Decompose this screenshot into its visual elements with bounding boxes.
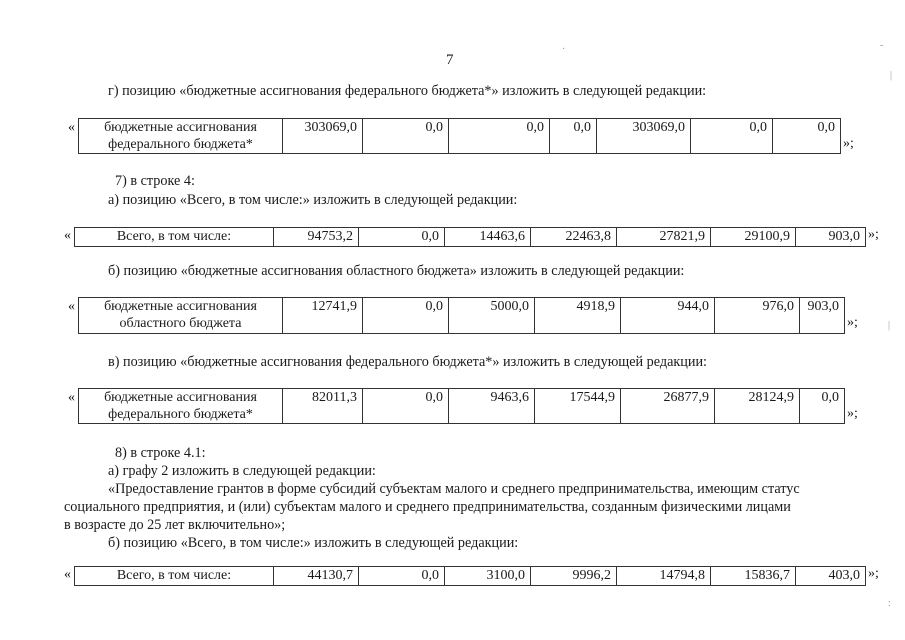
table-row — [75, 228, 866, 247]
sec7-v-row — [68, 388, 858, 424]
cell-value: 303069,0 — [283, 119, 363, 154]
sec7-a-table — [74, 227, 866, 247]
sec8-heading: 8) в строке 4.1: — [115, 445, 206, 461]
cell-value: 0,0 — [550, 119, 597, 154]
cell-value: 0,0 — [363, 298, 449, 334]
close-quote: »; — [847, 406, 858, 421]
open-quote: « — [64, 228, 71, 243]
sec7-b-table — [78, 297, 845, 334]
cell-value: 403,0 — [796, 567, 866, 586]
sec7-v-table — [78, 388, 845, 424]
sec8-a-text-line: «Предоставление грантов в форме субсидий субъектам малого и среднего предпринимательства, имеющим статус — [108, 481, 800, 497]
scan-mark: : — [888, 598, 891, 609]
sec7-a-row — [64, 227, 879, 247]
cell-value: 12741,9 — [283, 298, 363, 334]
sec8-a-text-line: в возрасте до 25 лет включительно»; — [64, 517, 286, 533]
row-label: бюджетные ассигнования федерального бюджета* — [79, 119, 283, 154]
row-label: Всего, в том числе: — [75, 567, 274, 586]
open-quote: « — [68, 299, 75, 314]
open-quote: « — [68, 390, 75, 405]
sec8-a-intro: а) графу 2 изложить в следующей редакции: — [108, 463, 376, 479]
cell-value: 27821,9 — [617, 228, 711, 247]
sec7-v-intro: в) позицию «бюджетные ассигнования федерального бюджета*» изложить в следующей редакции: — [108, 354, 708, 370]
sec8-a-text-line: социального предприятия, и (или) субъектам малого и среднего предпринимательства, созданным физическими лицами — [64, 499, 791, 515]
cell-value: 15836,7 — [711, 567, 796, 586]
sec-g-row — [68, 118, 854, 154]
cell-value: 0,0 — [363, 389, 449, 424]
cell-value: 0,0 — [449, 119, 550, 154]
sec7-b-row — [68, 297, 858, 334]
scan-mark: - — [880, 40, 884, 51]
scan-mark: · — [562, 44, 566, 55]
cell-value: 0,0 — [359, 567, 445, 586]
sec8-b-table — [74, 566, 866, 586]
cell-value: 26877,9 — [621, 389, 715, 424]
sec7-b-intro: б) позицию «бюджетные ассигнования областного бюджета» изложить в следующей редакции: — [108, 263, 685, 279]
open-quote: « — [64, 567, 71, 582]
cell-value: 976,0 — [715, 298, 800, 334]
scan-mark: | — [890, 70, 893, 81]
cell-value: 4918,9 — [535, 298, 621, 334]
cell-value: 17544,9 — [535, 389, 621, 424]
cell-value: 903,0 — [796, 228, 866, 247]
cell-value: 29100,9 — [711, 228, 796, 247]
close-quote: »; — [843, 136, 854, 151]
cell-value: 3100,0 — [445, 567, 531, 586]
cell-value: 9463,6 — [449, 389, 535, 424]
scan-mark: | — [888, 320, 891, 331]
cell-value: 903,0 — [800, 298, 845, 334]
cell-value: 22463,8 — [531, 228, 617, 247]
cell-value: 5000,0 — [449, 298, 535, 334]
cell-value: 14463,6 — [445, 228, 531, 247]
cell-value: 28124,9 — [715, 389, 800, 424]
cell-value: 0,0 — [363, 119, 449, 154]
cell-value: 0,0 — [773, 119, 841, 154]
cell-value: 94753,2 — [274, 228, 359, 247]
sec8-b-row — [64, 566, 879, 586]
close-quote: »; — [868, 566, 879, 581]
cell-value: 9996,2 — [531, 567, 617, 586]
row-label: бюджетные ассигнования федерального бюджета* — [79, 389, 283, 424]
cell-value: 0,0 — [691, 119, 773, 154]
sec-g-intro: г) позицию «бюджетные ассигнования федерального бюджета*» изложить в следующей редакции: — [108, 83, 707, 99]
sec8-b-intro: б) позицию «Всего, в том числе:» изложить в следующей редакции: — [108, 535, 519, 551]
row-label: Всего, в том числе: — [75, 228, 274, 247]
open-quote: « — [68, 120, 75, 135]
sec7-a-intro: а) позицию «Всего, в том числе:» изложить в следующей редакции: — [108, 192, 518, 208]
cell-value: 44130,7 — [274, 567, 359, 586]
close-quote: »; — [847, 315, 858, 330]
cell-value: 0,0 — [800, 389, 845, 424]
page-number: 7 — [446, 52, 454, 68]
sec7-heading: 7) в строке 4: — [115, 173, 195, 189]
table-row — [79, 119, 841, 154]
cell-value: 0,0 — [359, 228, 445, 247]
cell-value: 944,0 — [621, 298, 715, 334]
cell-value: 14794,8 — [617, 567, 711, 586]
close-quote: »; — [868, 227, 879, 242]
table-row — [79, 298, 845, 334]
sec-g-table — [78, 118, 841, 154]
table-row — [79, 389, 845, 424]
table-row — [75, 567, 866, 586]
cell-value: 303069,0 — [597, 119, 691, 154]
row-label: бюджетные ассигнования областного бюджета — [79, 298, 283, 334]
cell-value: 82011,3 — [283, 389, 363, 424]
